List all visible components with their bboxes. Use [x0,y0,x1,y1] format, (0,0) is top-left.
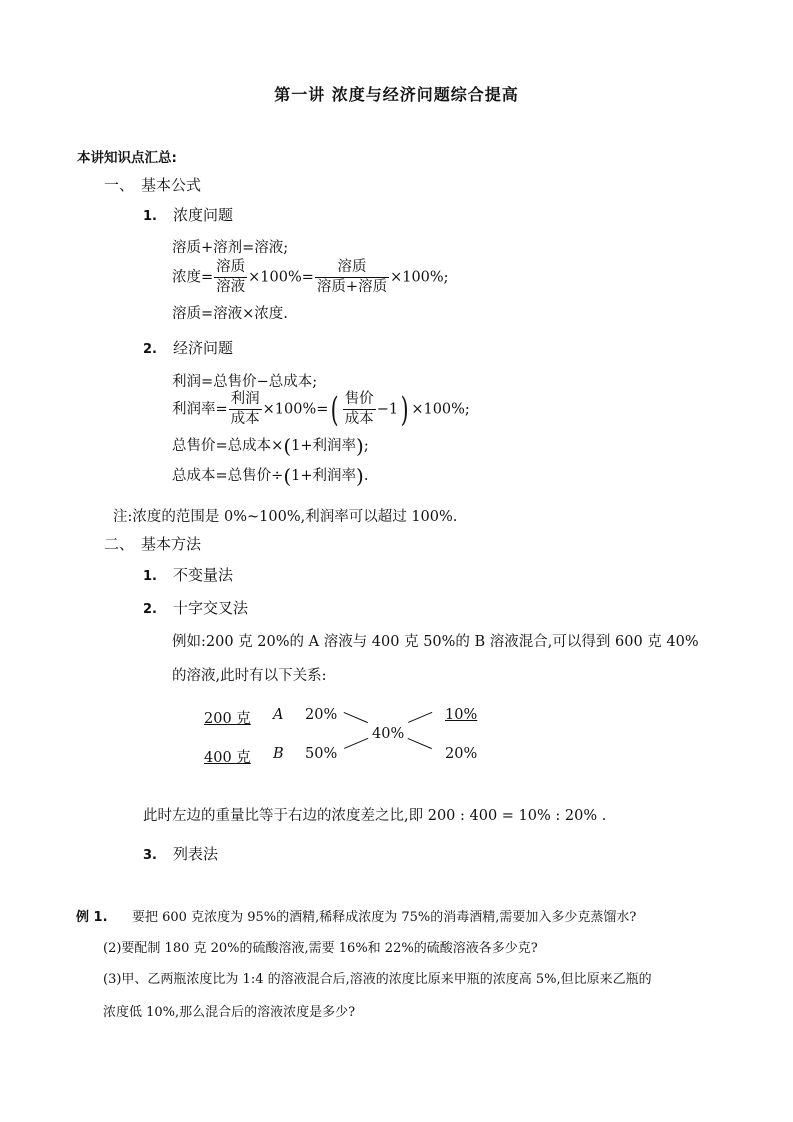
formula-concentration [172,258,449,297]
cross-line [344,712,368,723]
item-number: 1. [143,569,157,584]
denominator: 溶液 [216,279,246,295]
method-cross [143,597,248,618]
formula-tail: ×100%; [411,401,470,418]
formula-inner: 1+利润率 [291,438,356,454]
denominator: 成本 [230,411,260,427]
numerator: 溶质 [315,258,389,278]
denominator: 成本 [344,411,374,427]
formula-tail: . [363,468,369,484]
formula-mid: ×100%= [248,269,314,286]
method-title: 列表法 [173,845,219,863]
subsection-concentration [143,204,233,225]
example-text: 要把 600 克浓度为 95%的酒精,稀释成浓度为 75%的消毒酒精,需要加入多少克蒸馏水? [132,910,637,925]
formula-total-cost [172,464,368,488]
formula-profit-rate [172,390,470,429]
fraction [343,390,376,429]
section-label: 一、 [104,176,135,194]
formula-lhs: 总成本=总售价÷ [172,468,284,484]
note: 注:浓度的范围是 0%~100%,利润率可以超过 100%. [113,509,458,525]
diff-a: 10% [445,707,478,723]
right-paren: ) [356,464,364,488]
item-number: 1. [143,209,157,224]
item-number: 2. [143,342,157,357]
cross-example-line2: 的溶液,此时有以下关系: [172,668,327,684]
right-paren: ) [400,389,409,430]
subsection-economics [143,337,233,358]
formula-solute: 溶质=溶液×浓度. [172,306,288,322]
subsection-title: 经济问题 [173,339,234,357]
numerator: 溶质 [214,258,247,278]
formula-profit: 利润=总售价−总成本; [172,374,318,390]
right-paren: ) [356,434,364,458]
formula-solution: 溶质+溶剂=溶液; [172,240,289,256]
formula-lhs: 利润率= [172,401,228,418]
cross-line [408,738,432,749]
example-label: 例 1. [76,910,108,925]
example-1 [76,906,636,925]
section-2-heading [104,533,201,554]
section-title: 基本公式 [141,176,202,194]
fraction [229,390,262,429]
method-title: 十字交叉法 [173,599,249,617]
section-label: 二、 [104,535,135,553]
cross-conclusion: 此时左边的重量比等于右边的浓度差之比,即 200 : 400 = 10% : 20% . [143,808,607,824]
numerator: 售价 [343,390,376,410]
cross-line [408,712,432,723]
formula-lhs: 浓度= [172,269,214,286]
summary-heading: 本讲知识点汇总: [77,150,177,166]
method-table [143,843,218,864]
minus-one: −1 [376,401,399,418]
conc-a: 20% [305,707,338,723]
mixed-conc: 40% [372,726,405,742]
conc-b: 50% [305,746,338,762]
example-3-line1: (3)甲、乙两瓶浓度比为 1:4 的溶液混合后,溶液的浓度比原来甲瓶的浓度高 5%,但比原来乙瓶的 [103,972,652,987]
solution-b: B [273,746,284,762]
example-3-line2: 浓度低 10%,那么混合后的溶液浓度是多少? [103,1005,356,1020]
example-2: (2)要配制 180 克 20%的硫酸溶液,需要 16%和 22%的硫酸溶液各多少克? [103,941,538,956]
section-title: 基本方法 [141,535,202,553]
weight-b: 400 克 [204,750,251,766]
page-title: 第一讲 浓度与经济问题综合提高 [274,85,519,104]
method-invariant [143,564,233,585]
formula-tail: ; [363,438,369,454]
section-1-heading [104,174,201,195]
item-number: 3. [143,848,157,863]
fraction [214,258,247,297]
diff-b: 20% [445,746,478,762]
left-paren: ( [283,434,292,458]
formula-total-price [172,434,369,458]
left-paren: ( [283,464,292,488]
subsection-title: 浓度问题 [173,206,234,224]
formula-lhs: 总售价=总成本× [172,438,284,454]
formula-tail: ×100%; [390,269,449,286]
cross-example-line1: 例如:200 克 20%的 A 溶液与 400 克 50%的 B 溶液混合,可以得到 600 克 40% [172,634,699,650]
denominator: 溶质+溶质 [316,279,388,295]
weight-a: 200 克 [204,711,251,727]
fraction [315,258,389,297]
formula-inner: 1+利润率 [291,468,356,484]
left-paren: ( [331,389,340,430]
numerator: 利润 [229,390,262,410]
solution-a: A [273,707,284,723]
method-title: 不变量法 [173,566,234,584]
item-number: 2. [143,602,157,617]
cross-line [344,738,368,749]
formula-mid: ×100%= [262,401,329,418]
